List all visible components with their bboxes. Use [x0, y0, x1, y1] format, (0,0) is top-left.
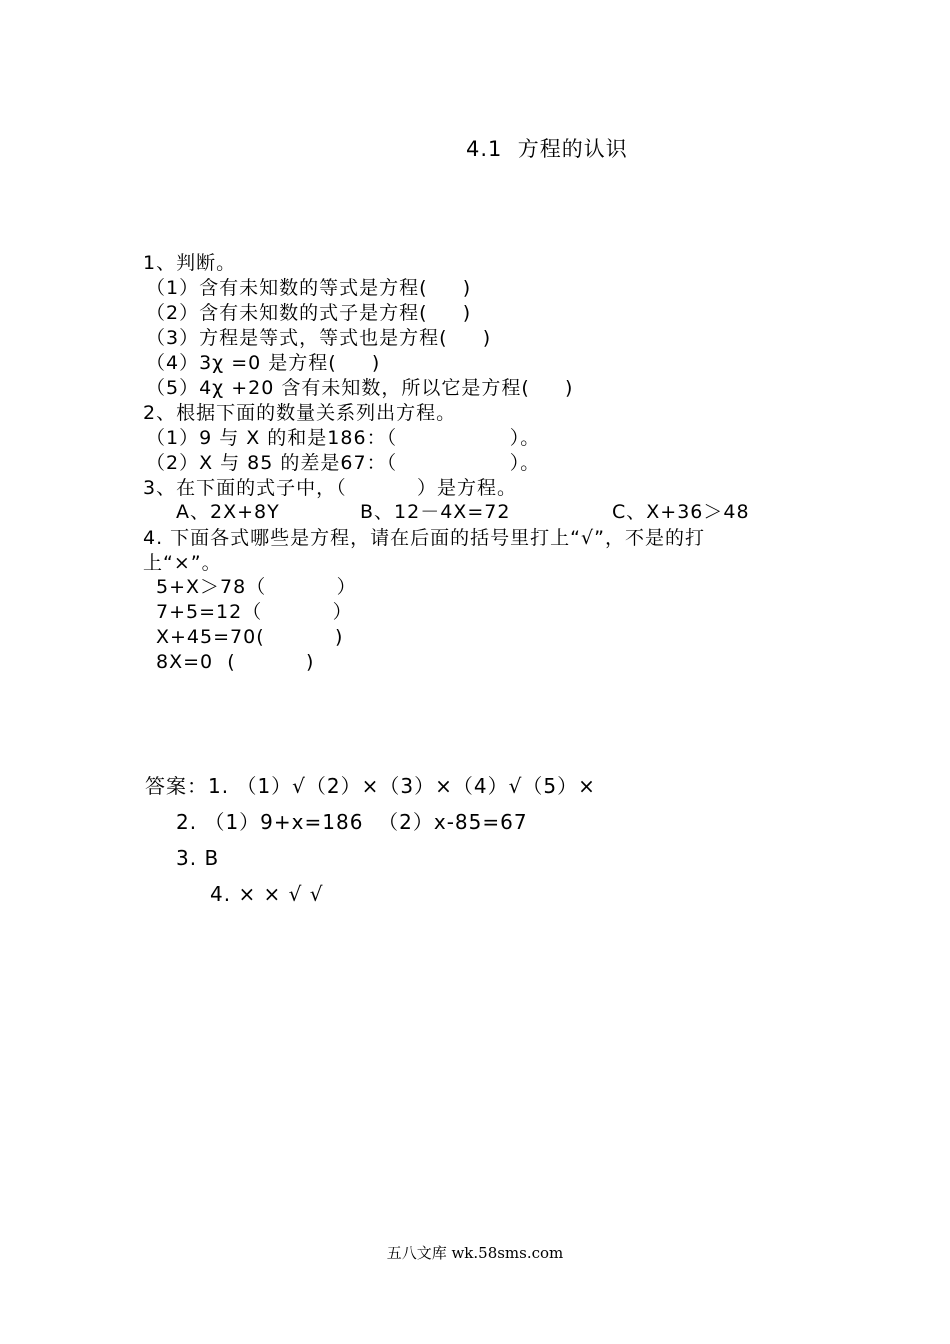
q4-item-3: X+45=70( ): [156, 626, 344, 648]
q2-item-2: （2）X 与 85 的差是67：（ ）。: [146, 452, 541, 474]
q4-item-1: 5+X＞78（ ）: [156, 576, 357, 598]
q1-heading: 1、判断。: [143, 252, 237, 274]
footer-watermark: 五八文库 wk.58sms.com: [386, 1244, 564, 1262]
q1-item-3: （3）方程是等式，等式也是方程( ): [146, 327, 492, 349]
q2-item-1: （1）9 与 X 的和是186：（ ）。: [146, 427, 541, 449]
q3-option-b: B、12－4X=72: [360, 501, 511, 523]
answer-2: 2. （1）9+x=186 （2）x-85=67: [176, 810, 528, 834]
q1-item-4: （4）3χ =0 是方程( ): [146, 352, 381, 374]
q4-item-4: 8X=0 ( ): [156, 651, 315, 673]
q1-item-1: （1）含有未知数的等式是方程( ): [146, 277, 472, 299]
q4-item-2: 7+5=12（ ）: [156, 601, 353, 623]
answer-4: 4. × × √ √: [210, 882, 324, 906]
q1-item-5: （5）4χ +20 含有未知数，所以它是方程( ): [146, 377, 574, 399]
q3-option-c: C、X+36＞48: [612, 501, 750, 523]
q4-heading-line2: 上“×”。: [143, 552, 222, 574]
q4-heading-line1: 4. 下面各式哪些是方程，请在后面的括号里打上“√”，不是的打: [143, 527, 705, 549]
q1-item-2: （2）含有未知数的式子是方程( ): [146, 302, 472, 324]
q3-option-a: A、2X+8Y: [176, 501, 280, 523]
page-title: 4.1 方程的认识: [466, 137, 628, 161]
answer-3: 3. B: [176, 846, 220, 870]
q2-heading: 2、根据下面的数量关系列出方程。: [143, 402, 457, 424]
q3-heading: 3、在下面的式子中，（ ）是方程。: [143, 477, 517, 499]
answer-1: 答案：1. （1）√（2）×（3）×（4）√（5）×: [145, 774, 596, 798]
